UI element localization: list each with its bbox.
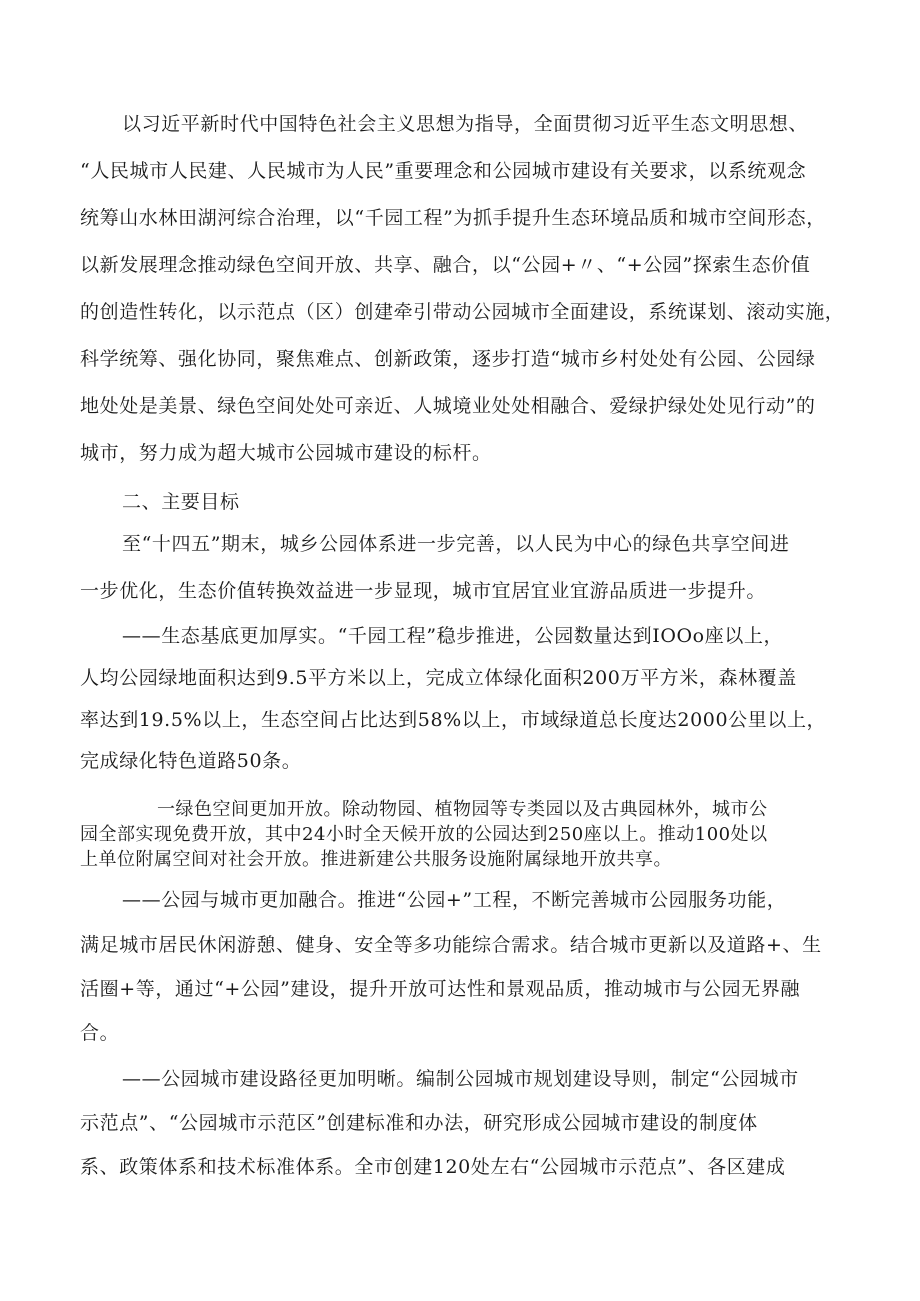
paragraph-line: “人民城市人民建、人民城市为人民”重要理念和公园城市建设有关要求，以系统观念 bbox=[80, 160, 807, 182]
paragraph-line: 示范点”、“公园城市示范区”创建标准和办法，研究形成公园城市建设的制度体 bbox=[80, 1112, 758, 1134]
paragraph-line: 一步优化，生态价值转换效益进一步显现，城市宜居宜业宜游品质进一步提升。 bbox=[80, 580, 767, 602]
paragraph-line: 人均公园绿地面积达到9.5平方米以上，完成立体绿化面积200万平方米，森林覆盖 bbox=[80, 667, 797, 689]
paragraph-line: 以习近平新时代中国特色社会主义思想为指导，全面贯彻习近平生态文明思想、 bbox=[122, 113, 809, 135]
paragraph-line: 系、政策体系和技术标准体系。全市创建120处左右“公园城市示范点”、各区建成 bbox=[80, 1156, 786, 1178]
paragraph-line: 满足城市居民休闲游憩、健身、安全等多功能综合需求。结合城市更新以及道路+、生 bbox=[80, 934, 822, 956]
paragraph-line: 至“十四五”期末，城乡公园体系进一步完善，以人民为中心的绿色共享空间进 bbox=[122, 533, 790, 555]
paragraph-line: 一绿色空间更加开放。除动物园、植物园等专类园以及古典园林外，城市公 bbox=[157, 799, 768, 820]
paragraph-line: 合。 bbox=[80, 1022, 120, 1044]
paragraph-line: ——生态基底更加厚实。“千园工程”稳步推进，公园数量达到IOOo座以上， bbox=[122, 625, 784, 647]
paragraph-line: 统筹山水林田湖河综合治理，以“千园工程”为抓手提升生态环境品质和城市空间形态， bbox=[80, 207, 826, 229]
paragraph-line: 以新发展理念推动绿色空间开放、共享、融合，以“公园+〃、“+公园”探索生态价值 bbox=[80, 254, 811, 276]
paragraph-line: ——公园与城市更加融合。推进“公园+”工程，不断完善城市公园服务功能， bbox=[122, 889, 787, 911]
section-heading: 二、主要目标 bbox=[122, 491, 240, 513]
paragraph-line: 率达到19.5%以上，生态空间占比达到58%以上，市域绿道总长度达2000公里以上， bbox=[80, 709, 827, 731]
paragraph-line: 上单位附属空间对社会开放。推进新建公共服务设施附属绿地开放共享。 bbox=[80, 849, 672, 870]
paragraph-line: 完成绿化特色道路50条。 bbox=[80, 750, 302, 772]
paragraph-line: 的创造性转化，以示范点（区）创建牵引带动公园城市全面建设，系统谋划、滚动实施， bbox=[80, 301, 845, 323]
paragraph-line: 城市，努力成为超大城市公园城市建设的标杆。 bbox=[80, 442, 492, 464]
paragraph-line: ——公园城市建设路径更加明晰。编制公园城市规划建设导则，制定“公园城市 bbox=[122, 1068, 799, 1090]
paragraph-line: 科学统筹、强化协同，聚焦难点、创新政策，逐步打造“城市乡村处处有公园、公园绿 bbox=[80, 348, 816, 370]
paragraph-line: 园全部实现免费开放，其中24小时全天候开放的公园达到250座以上。推动100处以 bbox=[80, 824, 768, 845]
paragraph-line: 地处处是美景、绿色空间处处可亲近、人城境业处处相融合、爱绿护绿处处见行动”的 bbox=[80, 395, 816, 417]
paragraph-line: 活圈+等，通过“+公园”建设，提升开放可达性和景观品质，推动城市与公园无界融 bbox=[80, 978, 801, 1000]
